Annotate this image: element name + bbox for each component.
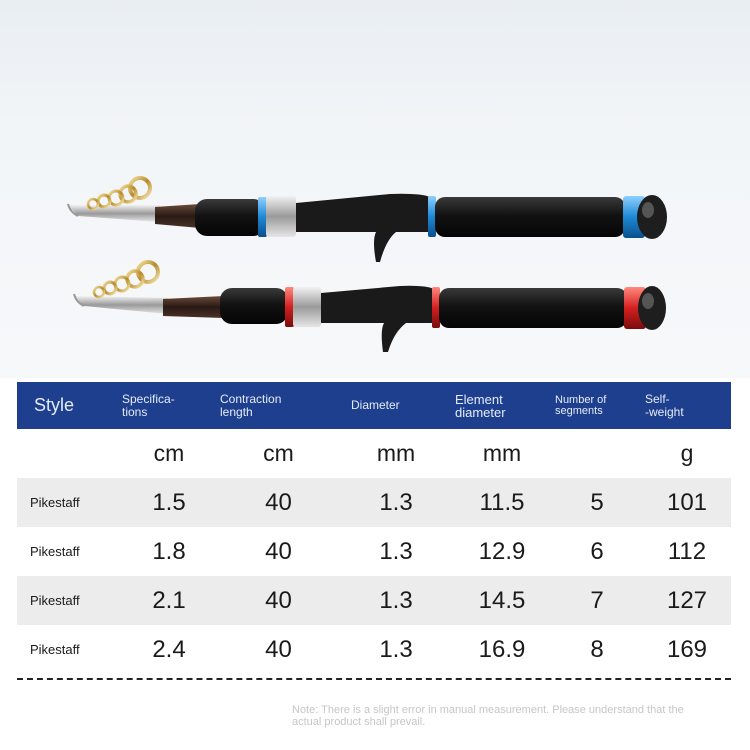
cell-diameter: 1.3	[379, 635, 413, 663]
cell-style: Pikestaff	[17, 478, 120, 527]
header-element-diameter: Element diameter	[453, 382, 551, 429]
cell-style: Pikestaff	[30, 642, 80, 657]
unit-style	[17, 429, 120, 478]
dashed-divider	[17, 678, 731, 680]
header-specifications: Specifica- tions	[120, 382, 218, 429]
unit-contraction-length: cm	[263, 440, 294, 466]
unit-specifications: cm	[153, 440, 185, 466]
cell-number-of-segments: 6	[590, 537, 604, 565]
cell-element-diameter: 16.9	[478, 635, 526, 663]
header-diameter: Diameter	[339, 382, 453, 429]
units-row	[17, 429, 731, 478]
table-row	[17, 478, 731, 527]
unit-number-of-segments	[551, 429, 643, 478]
table-header-row	[17, 382, 731, 429]
cell-number-of-segments: 7	[551, 576, 643, 625]
cell-contraction-length: 40	[265, 635, 292, 663]
unit-self-weight: g	[680, 440, 694, 466]
cell-element-diameter: 12.9	[478, 537, 526, 565]
cell-number-of-segments: 5	[551, 478, 643, 527]
cell-contraction-length: 40	[218, 478, 339, 527]
cell-specifications: 2.1	[120, 576, 218, 625]
cell-self-weight: 101	[643, 478, 731, 527]
cell-diameter: 1.3	[339, 478, 453, 527]
table-row	[17, 576, 731, 625]
header-self-weight: Self- -weight	[643, 382, 731, 429]
cell-element-diameter: 14.5	[453, 576, 551, 625]
cell-specifications: 2.4	[152, 635, 186, 663]
header-number-of-segments: Number of segments	[551, 382, 643, 429]
unit-diameter: mm	[376, 440, 416, 466]
measurement-note: Note: There is a slight error in manual measurement. Please understand that the actual product shall prevail.	[292, 704, 684, 728]
cell-diameter: 1.3	[339, 576, 453, 625]
cell-diameter: 1.3	[379, 537, 413, 565]
cell-self-weight: 169	[666, 635, 708, 663]
cell-style: Pikestaff	[30, 544, 80, 559]
cell-number-of-segments: 8	[590, 635, 604, 663]
rod-blue	[68, 178, 667, 262]
rod-red	[74, 262, 666, 352]
cell-contraction-length: 40	[218, 576, 339, 625]
unit-element-diameter: mm	[482, 440, 522, 466]
header-style: Style	[17, 382, 120, 429]
cell-self-weight: 112	[667, 537, 707, 565]
table-row	[17, 625, 731, 674]
cell-style: Pikestaff	[17, 576, 120, 625]
cell-self-weight: 127	[643, 576, 731, 625]
spec-table	[17, 382, 731, 674]
cell-specifications: 1.5	[120, 478, 218, 527]
cell-specifications: 1.8	[152, 537, 186, 565]
cell-element-diameter: 11.5	[453, 478, 551, 527]
header-contraction-length: Contraction length	[218, 382, 339, 429]
table-row	[17, 527, 731, 576]
cell-contraction-length: 40	[265, 537, 292, 565]
